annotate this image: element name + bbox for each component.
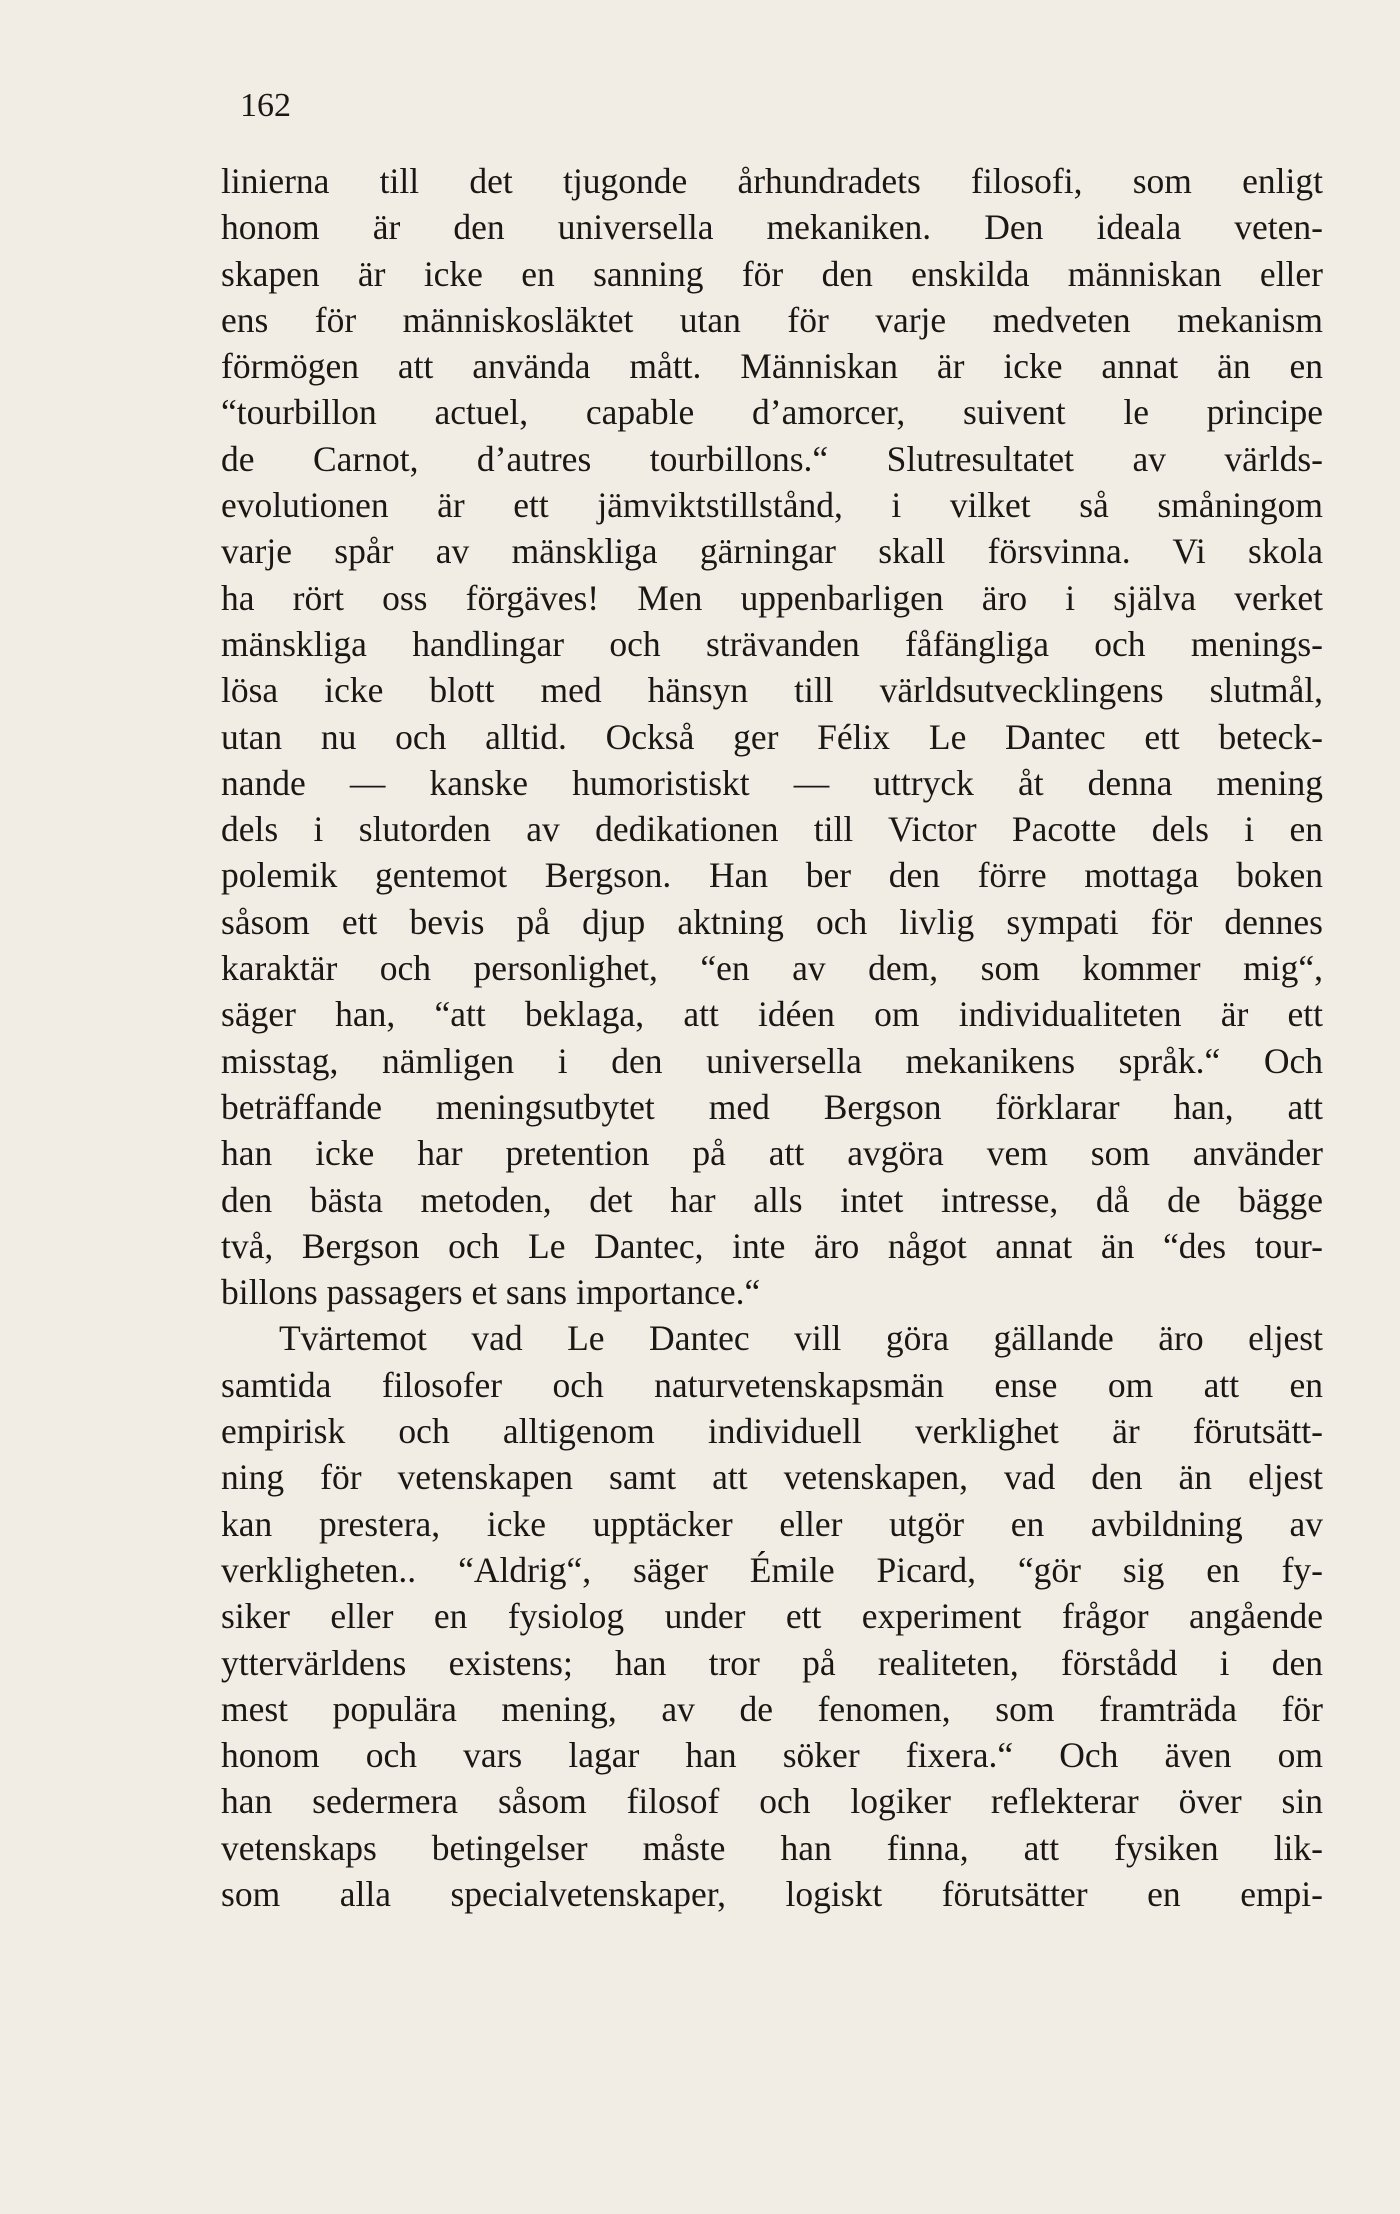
paragraph-end-line: billons passagers et sans importance.“ xyxy=(221,1272,761,1313)
text-line: kan prestera, icke upptäcker eller utgör en avbildning av xyxy=(221,1503,1323,1544)
text-line: honom och vars lagar han söker fixera.“ Och även om xyxy=(221,1735,1323,1776)
text-line: förmögen att använda mått. Människan är icke annat än en xyxy=(221,346,1323,387)
text-line: vetenskaps betingelser måste han finna, att fysiken lik- xyxy=(221,1827,1323,1868)
text-line: beträffande meningsutbytet med Bergson förklarar han, att xyxy=(221,1086,1323,1127)
text-line: polemik gentemot Bergson. Han ber den förre mottaga boken xyxy=(221,855,1323,896)
text-line: yttervärldens existens; han tror på realiteten, förstådd i den xyxy=(221,1642,1323,1683)
text-line: de Carnot, d’autres tourbillons.“ Slutresultatet av världs- xyxy=(221,438,1323,479)
page-number: 162 xyxy=(240,87,291,124)
text-line: dels i slutorden av dedikationen till Victor Pacotte dels i en xyxy=(221,809,1323,850)
text-line: honom är den universella mekaniken. Den ideala veten- xyxy=(221,207,1323,248)
text-line: den bästa metoden, det har alls intet intresse, då de bägge xyxy=(221,1179,1323,1220)
text-line: varje spår av mänskliga gärningar skall försvinna. Vi skola xyxy=(221,531,1323,572)
text-line: siker eller en fysiolog under ett experiment frågor angående xyxy=(221,1596,1323,1637)
text-line: såsom ett bevis på djup aktning och livlig sympati för dennes xyxy=(221,901,1323,942)
text-line: ens för människosläktet utan för varje medveten mekanism xyxy=(221,299,1323,340)
text-line: ha rört oss förgäves! Men uppenbarligen äro i själva verket xyxy=(221,577,1323,618)
text-line: säger han, “att beklaga, att idéen om individualiteten är ett xyxy=(221,994,1323,1035)
text-line: nande — kanske humoristiskt — uttryck åt denna mening xyxy=(221,762,1323,803)
text-line: evolutionen är ett jämviktstillstånd, i vilket så småningom xyxy=(221,485,1323,526)
text-line: han sedermera såsom filosof och logiker reflekterar över sin xyxy=(221,1781,1323,1822)
text-line: empirisk och alltigenom individuell verklighet är förutsätt- xyxy=(221,1411,1323,1452)
text-line: mänskliga handlingar och strävanden fåfängliga och menings- xyxy=(221,623,1323,664)
text-line: lösa icke blott med hänsyn till världsutvecklingens slutmål, xyxy=(221,670,1323,711)
text-line: som alla specialvetenskaper, logiskt förutsätter en empi- xyxy=(221,1873,1323,1914)
text-line: misstag, nämligen i den universella mekanikens språk.“ Och xyxy=(221,1040,1323,1081)
text-line: utan nu och alltid. Också ger Félix Le Dantec ett beteck- xyxy=(221,716,1323,757)
text-line: han icke har pretention på att avgöra vem som använder xyxy=(221,1133,1323,1174)
text-line: två, Bergson och Le Dantec, inte äro något annat än “des tour- xyxy=(221,1225,1323,1266)
text-line: ning för vetenskapen samt att vetenskapen, vad den än eljest xyxy=(221,1457,1323,1498)
text-line: verkligheten.. “Aldrig“, säger Émile Picard, “gör sig en fy- xyxy=(221,1549,1323,1590)
text-line: mest populära mening, av de fenomen, som framträda för xyxy=(221,1688,1323,1729)
text-line: linierna till det tjugonde århundradets filosofi, som enligt xyxy=(221,161,1323,201)
text-line: karaktär och personlighet, “en av dem, som kommer mig“, xyxy=(221,948,1323,989)
text-line: skapen är icke en sanning för den enskilda människan eller xyxy=(221,253,1323,294)
text-line: samtida filosofer och naturvetenskapsmän ense om att en xyxy=(221,1364,1323,1405)
body-text xyxy=(221,158,1323,1917)
text-line: “tourbillon actuel, capable d’amorcer, suivent le principe xyxy=(221,392,1323,433)
paragraph-start-line: Tvärtemot vad Le Dantec vill göra gällande äro eljest xyxy=(279,1318,1323,1359)
